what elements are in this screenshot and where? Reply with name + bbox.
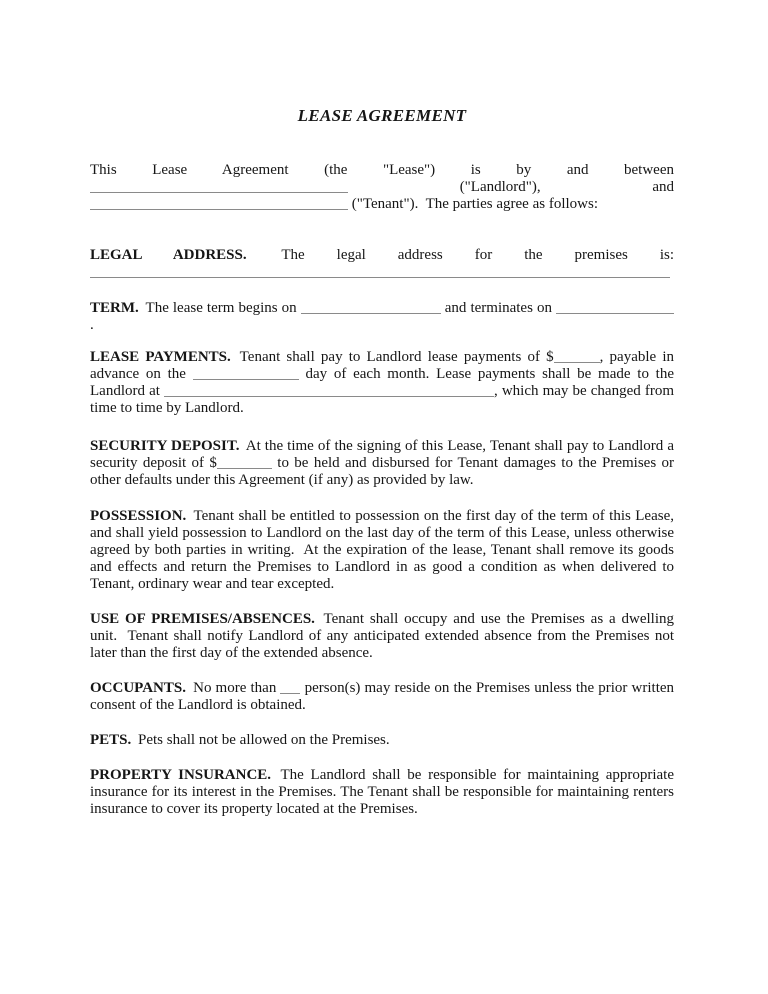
section-term — [90, 300, 674, 334]
lease-payments-heading: LEASE PAYMENTS. — [90, 349, 231, 365]
occupants-text-1: No more than — [193, 680, 277, 696]
section-possession — [90, 508, 674, 593]
possession-heading: POSSESSION. — [90, 508, 187, 524]
document-title: LEASE AGREEMENT — [297, 106, 467, 125]
security-deposit-text-1: At the time of the signing of this Lease, Tenant shall pay to Landlord a security deposit of $ — [90, 438, 674, 471]
intro-text-1: This Lease Agreement (the "Lease") is by and between — [90, 162, 674, 178]
intro-paragraph — [90, 162, 674, 213]
term-start-date-blank — [301, 300, 441, 314]
lease-amount-blank — [554, 349, 600, 363]
section-pets — [90, 732, 674, 749]
tenant-name-blank — [90, 196, 348, 210]
term-text-3: . — [90, 317, 94, 333]
payment-day-blank — [193, 366, 299, 380]
section-security-deposit — [90, 438, 674, 489]
legal-address-blank — [90, 264, 670, 278]
use-of-premises-text: Tenant shall occupy and use the Premises as a dwelling unit. Tenant shall notify Landlord of any anticipated extended absence from the Premises not later than the first day of the extended absence. — [90, 611, 674, 661]
pets-text: Pets shall not be allowed on the Premises. — [138, 732, 390, 748]
occupants-heading: OCCUPANTS. — [90, 680, 186, 696]
security-deposit-text-2: to be held and disbursed for Tenant damages to the Premises or other defaults under this Agreement (if any) as provided by law. — [90, 455, 675, 488]
term-heading: TERM. — [90, 300, 139, 316]
property-insurance-heading: PROPERTY INSURANCE. — [90, 767, 272, 783]
use-of-premises-heading: USE OF PREMISES/ABSENCES. — [90, 611, 315, 627]
term-text-1: The lease term begins on — [145, 300, 297, 316]
occupant-count-blank — [280, 680, 300, 694]
section-legal-address — [90, 247, 674, 281]
property-insurance-text: The Landlord shall be responsible for maintaining appropriate insurance for its interest in the Premises. The Tenant shall be responsible for maintaining renters insurance to cover its property located at the Premises. — [90, 767, 674, 817]
legal-address-heading: LEGAL ADDRESS. — [90, 247, 247, 263]
legal-address-text: The legal address for the premises is: — [281, 247, 675, 263]
landlord-address-blank — [164, 383, 494, 397]
lease-payments-text-4: , which may be changed from time to time by Landlord. — [90, 383, 674, 416]
intro-text-3: ("Tenant"). The parties agree as follows: — [351, 196, 598, 212]
section-occupants — [90, 680, 674, 714]
section-property-insurance — [90, 767, 674, 818]
lease-payments-text-1: Tenant shall pay to Landlord lease payments of $ — [239, 349, 554, 365]
section-lease-payments — [90, 349, 674, 417]
possession-text: Tenant shall be entitled to possession on the first day of the term of this Lease, and shall yield possession to Landlord on the last day of the term of this Lease, unless otherwise agreed by both parties in writing. At the expiration of the lease, Tenant shall remove its goods and effects and return the Premises to Landlord in as good a condition as when delivered to Tenant, ordinary wear and tear excepted. — [90, 508, 674, 592]
term-text-2: and terminates on — [444, 300, 552, 316]
section-use-of-premises — [90, 611, 674, 662]
intro-text-2: ("Landlord"), and — [459, 179, 674, 195]
lease-payments-text-3: day of each month. Lease payments shall be made to the Landlord at — [90, 366, 675, 399]
occupants-text-2: person(s) may reside on the Premises unless the prior written consent of the Landlord is obtained. — [90, 680, 675, 713]
lease-payments-text-2: , payable in advance on the — [90, 349, 674, 382]
deposit-amount-blank — [217, 455, 272, 469]
pets-heading: PETS. — [90, 732, 132, 748]
security-deposit-heading: SECURITY DEPOSIT. — [90, 438, 240, 454]
term-end-date-blank — [556, 300, 674, 314]
landlord-name-blank — [90, 179, 348, 193]
